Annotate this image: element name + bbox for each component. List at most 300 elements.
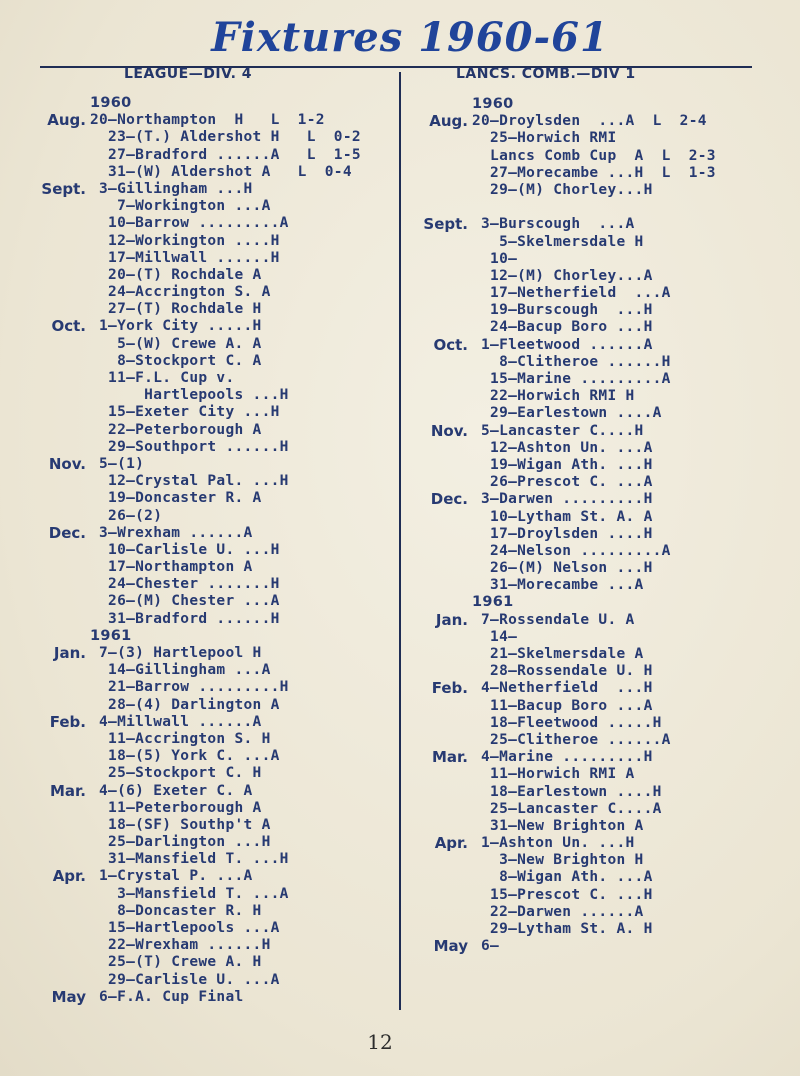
fixture-text: 24—Chester .......H xyxy=(90,576,280,593)
fixture-text: 4—Netherfield ...H xyxy=(472,680,653,697)
fixture-text: 20—(T) Rochdale A xyxy=(90,266,262,283)
fixture-row xyxy=(408,680,716,697)
fixture-text: 31—Bradford ......H xyxy=(90,610,280,627)
fixture-row xyxy=(408,371,716,388)
month-label xyxy=(408,594,472,611)
month-label xyxy=(408,251,472,268)
month-label: Mar. xyxy=(49,781,86,800)
month-label xyxy=(18,95,90,112)
month-label xyxy=(18,198,90,215)
month-label xyxy=(408,663,472,680)
fixture-row xyxy=(18,868,361,885)
month-label xyxy=(18,593,90,610)
fixture-row xyxy=(408,921,716,938)
fixture-text: 7—Workington ...A xyxy=(90,198,271,215)
month-label xyxy=(18,954,90,971)
fixture-row xyxy=(18,886,361,903)
month-label xyxy=(18,164,90,181)
fixture-text: 3—Wrexham ......A xyxy=(90,524,253,541)
fixture-text: 15—Prescot C. ...H xyxy=(472,886,653,903)
fixture-text: 31—Morecambe ...A xyxy=(472,577,644,594)
fixture-text: 22—Peterborough A xyxy=(90,421,262,438)
month-label xyxy=(408,801,472,818)
fixture-row xyxy=(408,543,716,560)
fixture-text: 17—Northampton A xyxy=(90,559,253,576)
fixture-row xyxy=(18,576,361,593)
fixture-row xyxy=(408,337,716,354)
fixture-row xyxy=(18,490,361,507)
fixture-text: 17—Millwall ......H xyxy=(90,249,280,266)
fixture-text: 11—F.L. Cup v. xyxy=(90,370,235,386)
fixture-text: 20—Droylsden ...A L 2-4 xyxy=(472,113,707,130)
month-label: Dec. xyxy=(48,523,86,542)
fixture-text: 26—(M) Chester ...A xyxy=(90,593,280,610)
fixture-row xyxy=(18,679,361,696)
month-label xyxy=(18,490,90,507)
fixture-row xyxy=(408,474,716,491)
fixture-row xyxy=(18,112,361,129)
fixture-row xyxy=(408,852,716,869)
month-label xyxy=(18,731,90,748)
month-label: Feb. xyxy=(49,712,86,731)
month-label xyxy=(408,921,472,938)
fixture-text: 7—(3) Hartlepool H xyxy=(90,645,262,661)
fixture-row xyxy=(18,508,361,525)
fixture-text: 15—Exeter City ...H xyxy=(90,404,280,421)
fixture-row xyxy=(18,439,361,456)
fixture-text: 12—Crystal Pal. ...H xyxy=(90,473,289,490)
month-label xyxy=(408,577,472,594)
fixture-row xyxy=(408,165,716,182)
month-label xyxy=(18,387,90,404)
fixture-text: 8—Doncaster R. H xyxy=(90,902,262,919)
fixture-row xyxy=(18,972,361,989)
fixture-text: 22—Wrexham ......H xyxy=(90,937,271,954)
fixture-row xyxy=(408,130,716,147)
month-label xyxy=(408,698,472,715)
month-label xyxy=(18,147,90,164)
fixture-text: 20—Northampton H L 1-2 xyxy=(90,112,325,129)
month-label xyxy=(408,130,472,147)
month-label: Nov. xyxy=(430,421,468,440)
fixture-text: 23—(T.) Aldershot H L 0-2 xyxy=(90,129,361,146)
fixture-row xyxy=(18,147,361,164)
month-label xyxy=(408,302,472,319)
month-label xyxy=(408,543,472,560)
month-label xyxy=(408,629,472,646)
month-label xyxy=(408,371,472,388)
fixture-row xyxy=(18,301,361,318)
year-label: 1961 xyxy=(472,594,514,611)
month-label xyxy=(18,920,90,937)
fixture-text: 11—Bacup Boro ...A xyxy=(472,697,653,714)
fixture-row xyxy=(408,698,716,715)
fixture-row xyxy=(18,404,361,421)
fixture-row xyxy=(18,611,361,628)
fixture-text: 31—New Brighton A xyxy=(472,817,644,834)
fixture-row xyxy=(18,473,361,490)
fixture-row xyxy=(408,818,716,835)
fixture-row xyxy=(408,904,716,921)
month-label xyxy=(408,818,472,835)
fixture-text: Lancs Comb Cup A L 2-3 xyxy=(472,147,716,164)
year-label: 1960 xyxy=(472,96,514,112)
fixture-row xyxy=(408,612,716,629)
fixture-text: 31—Mansfield T. ...H xyxy=(90,851,289,868)
fixture-row xyxy=(408,319,716,336)
fixture-row xyxy=(408,869,716,886)
fixture-text: 12—(M) Chorley...A xyxy=(472,267,653,284)
fixture-text: 8—Stockport C. A xyxy=(90,352,262,369)
month-label xyxy=(18,628,90,645)
month-label xyxy=(408,268,472,285)
fixture-row xyxy=(408,388,716,405)
fixture-row xyxy=(18,731,361,748)
month-label xyxy=(408,509,472,526)
fixture-text: 25—Darlington ...H xyxy=(90,834,271,851)
column-divider xyxy=(399,72,401,1010)
month-label xyxy=(18,817,90,834)
fixture-text: 11—Peterborough A xyxy=(90,799,262,816)
fixture-row xyxy=(408,715,716,732)
month-label: Aug. xyxy=(429,112,468,131)
month-label xyxy=(18,370,90,387)
fixture-text: 4—Millwall ......A xyxy=(90,713,262,730)
fixture-row xyxy=(408,423,716,440)
month-label xyxy=(408,354,472,371)
fixture-row xyxy=(18,318,361,335)
month-label xyxy=(18,542,90,559)
fixture-row xyxy=(18,129,361,146)
fixture-text: 21—Skelmersdale A xyxy=(472,646,644,662)
fixture-text: 18—Earlestown ....H xyxy=(472,783,662,800)
month-label xyxy=(18,284,90,301)
fixture-text: 1—Fleetwood ......A xyxy=(472,336,653,353)
month-label: Feb. xyxy=(431,679,468,698)
month-label xyxy=(18,422,90,439)
month-label xyxy=(408,474,472,491)
month-label: Oct. xyxy=(433,335,468,354)
fixture-text: 14— xyxy=(472,628,518,645)
fixture-row xyxy=(18,645,361,662)
league-fixture-list xyxy=(18,95,361,1006)
lancs-column-heading: LANCS. COMB.—DIV 1 xyxy=(456,66,636,82)
fixture-row xyxy=(408,784,716,801)
fixture-text: 1—York City .....H xyxy=(90,318,262,335)
month-label xyxy=(408,388,472,405)
fixture-text: 5—(W) Crewe A. A xyxy=(90,335,262,352)
fixture-row xyxy=(18,353,361,370)
month-label xyxy=(18,679,90,696)
fixture-row xyxy=(408,766,716,783)
month-label xyxy=(408,182,472,199)
month-label xyxy=(18,800,90,817)
month-label xyxy=(18,662,90,679)
fixture-text: 3—Mansfield T. ...A xyxy=(90,885,289,902)
fixture-row xyxy=(18,748,361,765)
fixture-text: Hartlepools ...H xyxy=(90,387,289,404)
fixture-row xyxy=(408,354,716,371)
fixture-row xyxy=(408,302,716,319)
fixture-row xyxy=(408,234,716,251)
year-heading xyxy=(18,95,361,112)
fixture-text: 22—Horwich RMI H xyxy=(472,388,635,405)
fixture-text: 17—Netherfield ...A xyxy=(472,285,671,302)
month-label xyxy=(18,834,90,851)
fixture-text: 14—Gillingham ...A xyxy=(90,662,271,679)
fixture-text: 29—(M) Chorley...H xyxy=(472,181,653,198)
fixture-text: 6—F.A. Cup Final xyxy=(90,988,244,1005)
fixture-text: 12—Workington ....H xyxy=(90,232,280,249)
fixture-text: 28—(4) Darlington A xyxy=(90,696,280,713)
fixture-text: 27—Bradford ......A L 1-5 xyxy=(90,146,361,163)
fixture-text: 29—Southport ......H xyxy=(90,438,289,455)
month-label: May xyxy=(433,937,468,956)
fixture-text: 25—Stockport C. H xyxy=(90,765,262,782)
fixture-row xyxy=(18,817,361,834)
fixture-text: 24—Accrington S. A xyxy=(90,284,271,301)
page-number: 12 xyxy=(367,1030,393,1054)
fixture-row xyxy=(408,509,716,526)
fixture-text: 11—Horwich RMI A xyxy=(472,766,635,783)
fixture-text: 3—Burscough ...A xyxy=(472,216,635,233)
fixture-text: 4—(6) Exeter C. A xyxy=(90,782,253,799)
month-label xyxy=(408,285,472,302)
month-label xyxy=(408,904,472,921)
year-label: 1961 xyxy=(90,627,132,644)
month-label xyxy=(18,937,90,954)
fixture-text: 3—Gillingham ...H xyxy=(90,180,253,197)
fixture-text: 24—Bacup Boro ...H xyxy=(472,319,653,336)
fixture-row xyxy=(408,938,716,955)
fixture-text: 18—(5) York C. ...A xyxy=(90,748,280,765)
month-label xyxy=(18,748,90,765)
fixture-row xyxy=(18,697,361,714)
year-heading xyxy=(18,628,361,645)
page-title: Fixtures 1960-61 xyxy=(211,14,609,61)
month-label xyxy=(18,267,90,284)
fixture-row xyxy=(18,422,361,439)
fixture-text: 21—Barrow .........H xyxy=(90,679,289,696)
fixture-row xyxy=(18,284,361,301)
fixture-text: 3—New Brighton H xyxy=(472,852,644,869)
fixture-row xyxy=(408,646,716,663)
fixture-text: 10—Lytham St. A. A xyxy=(472,508,653,525)
fixture-text: 18—Fleetwood .....H xyxy=(472,714,662,731)
fixture-row xyxy=(18,198,361,215)
fixture-text: 1—Ashton Un. ...H xyxy=(472,835,635,852)
fixture-row xyxy=(18,783,361,800)
fixture-text: 25—Lancaster C....A xyxy=(472,800,662,817)
fixture-text: 15—Hartlepools ...A xyxy=(90,920,280,936)
year-heading xyxy=(408,96,716,113)
month-label: Apr. xyxy=(52,867,86,886)
fixture-text: 7—Rossendale U. A xyxy=(472,611,635,628)
fixture-row xyxy=(18,525,361,542)
month-label xyxy=(408,96,472,113)
league-column-heading: LEAGUE—DIV. 4 xyxy=(124,66,253,82)
month-label xyxy=(408,784,472,801)
month-label xyxy=(18,903,90,920)
fixture-row xyxy=(18,834,361,851)
fixture-row xyxy=(18,215,361,232)
fixture-row xyxy=(408,887,716,904)
fixture-row xyxy=(408,801,716,818)
month-label xyxy=(408,560,472,577)
fixture-text: 18—(SF) Southp't A xyxy=(90,816,271,833)
month-label xyxy=(408,646,472,663)
fixture-text: 19—Burscough ...H xyxy=(472,302,653,319)
fixture-text: 29—Earlestown ....A xyxy=(472,405,662,422)
month-label: Sept. xyxy=(423,215,468,234)
month-label: Nov. xyxy=(48,454,86,473)
month-label xyxy=(408,319,472,336)
month-label xyxy=(18,611,90,628)
month-label xyxy=(408,457,472,474)
month-label xyxy=(18,404,90,421)
fixture-row xyxy=(18,903,361,920)
fixture-text: 27—Morecambe ...H L 1-3 xyxy=(472,164,716,181)
fixture-row xyxy=(408,749,716,766)
fixture-text: 28—Rossendale U. H xyxy=(472,663,653,680)
fixture-text: 1—Crystal P. ...A xyxy=(90,868,253,885)
fixture-row xyxy=(18,662,361,679)
month-label: Oct. xyxy=(51,317,86,336)
fixture-row xyxy=(18,593,361,610)
fixture-row xyxy=(18,920,361,937)
fixture-row xyxy=(408,491,716,508)
month-label xyxy=(408,526,472,543)
fixture-row xyxy=(18,250,361,267)
fixture-row xyxy=(18,989,361,1006)
fixture-text: 19—Wigan Ath. ...H xyxy=(472,456,653,473)
fixture-text: 10—Carlisle U. ...H xyxy=(90,541,280,558)
fixture-row xyxy=(18,765,361,782)
month-label xyxy=(18,129,90,146)
month-label xyxy=(408,440,472,457)
month-label xyxy=(408,234,472,251)
fixture-row xyxy=(408,216,716,233)
fixture-row xyxy=(18,336,361,353)
fixture-row xyxy=(408,182,716,199)
fixture-text: 19—Doncaster R. A xyxy=(90,490,262,507)
fixture-row xyxy=(18,164,361,181)
fixture-row xyxy=(408,268,716,285)
fixture-row xyxy=(18,387,361,404)
fixture-text: 25—Horwich RMI xyxy=(472,130,617,147)
month-label xyxy=(18,697,90,714)
month-label xyxy=(18,765,90,782)
fixture-text: 25—Clitheroe ......A xyxy=(472,731,671,748)
fixture-row xyxy=(408,577,716,594)
month-label xyxy=(18,851,90,868)
fixture-text: 31—(W) Aldershot A L 0-4 xyxy=(90,163,352,180)
fixture-text: 26—(2) xyxy=(90,507,163,524)
fixture-text: 3—Darwen .........H xyxy=(472,491,653,508)
month-label: Jan. xyxy=(53,644,86,662)
month-label xyxy=(408,148,472,165)
fixture-text: 11—Accrington S. H xyxy=(90,730,271,747)
month-label xyxy=(18,473,90,490)
month-label xyxy=(18,233,90,250)
fixture-row xyxy=(408,732,716,749)
fixture-text: 10—Barrow .........A xyxy=(90,215,289,232)
month-label xyxy=(18,559,90,576)
fixture-text: 29—Lytham St. A. H xyxy=(472,921,653,937)
month-label xyxy=(18,336,90,353)
month-label xyxy=(18,353,90,370)
month-label xyxy=(408,887,472,904)
fixture-text: 10— xyxy=(472,250,518,267)
month-label xyxy=(18,972,90,989)
fixture-text: 22—Darwen ......A xyxy=(472,903,644,920)
fixture-row xyxy=(18,456,361,473)
fixture-text: 12—Ashton Un. ...A xyxy=(472,439,653,456)
month-label xyxy=(18,215,90,232)
fixture-row xyxy=(18,267,361,284)
lancs-fixture-list xyxy=(408,96,716,955)
month-label xyxy=(18,576,90,593)
month-label: Apr. xyxy=(434,834,468,853)
month-label xyxy=(408,732,472,749)
month-label: Dec. xyxy=(430,490,468,509)
fixture-row xyxy=(408,457,716,474)
fixture-text: 17—Droylsden ....H xyxy=(472,525,653,542)
fixture-row xyxy=(18,800,361,817)
month-label xyxy=(408,766,472,783)
fixture-row xyxy=(408,835,716,852)
fixture-row xyxy=(18,937,361,954)
fixture-row xyxy=(408,251,716,268)
month-label xyxy=(408,852,472,869)
fixture-row xyxy=(408,663,716,680)
fixture-row xyxy=(408,285,716,302)
fixture-row xyxy=(18,181,361,198)
fixture-row xyxy=(408,629,716,646)
fixture-row xyxy=(18,370,361,387)
month-label xyxy=(408,405,472,422)
fixture-row xyxy=(408,405,716,422)
month-label: May xyxy=(51,987,86,1006)
fixture-text: 26—Prescot C. ...A xyxy=(472,474,653,491)
month-label: Aug. xyxy=(47,111,86,130)
fixture-text: 5—(1) xyxy=(90,455,145,472)
fixture-text: 26—(M) Nelson ...H xyxy=(472,560,653,577)
fixture-text: 27—(T) Rochdale H xyxy=(90,301,262,318)
fixture-row xyxy=(18,954,361,971)
fixture-text: 15—Marine .........A xyxy=(472,371,671,387)
month-label xyxy=(408,715,472,732)
fixture-row xyxy=(408,440,716,457)
month-label xyxy=(18,439,90,456)
fixture-row xyxy=(408,199,716,216)
fixture-row xyxy=(18,851,361,868)
fixture-text: 5—Skelmersdale H xyxy=(472,233,644,250)
month-label: Jan. xyxy=(435,610,468,629)
fixture-row xyxy=(18,233,361,250)
fixture-row xyxy=(408,148,716,165)
month-label xyxy=(18,301,90,318)
fixture-text: 25—(T) Crewe A. H xyxy=(90,954,262,971)
month-label: Sept. xyxy=(41,179,86,198)
fixture-text: 4—Marine .........H xyxy=(472,749,653,766)
year-heading xyxy=(408,594,716,611)
fixture-text: 8—Clitheroe ......H xyxy=(472,353,671,370)
month-label xyxy=(18,508,90,525)
fixture-text: 6— xyxy=(472,938,500,955)
month-label xyxy=(408,199,472,216)
fixture-row xyxy=(18,714,361,731)
